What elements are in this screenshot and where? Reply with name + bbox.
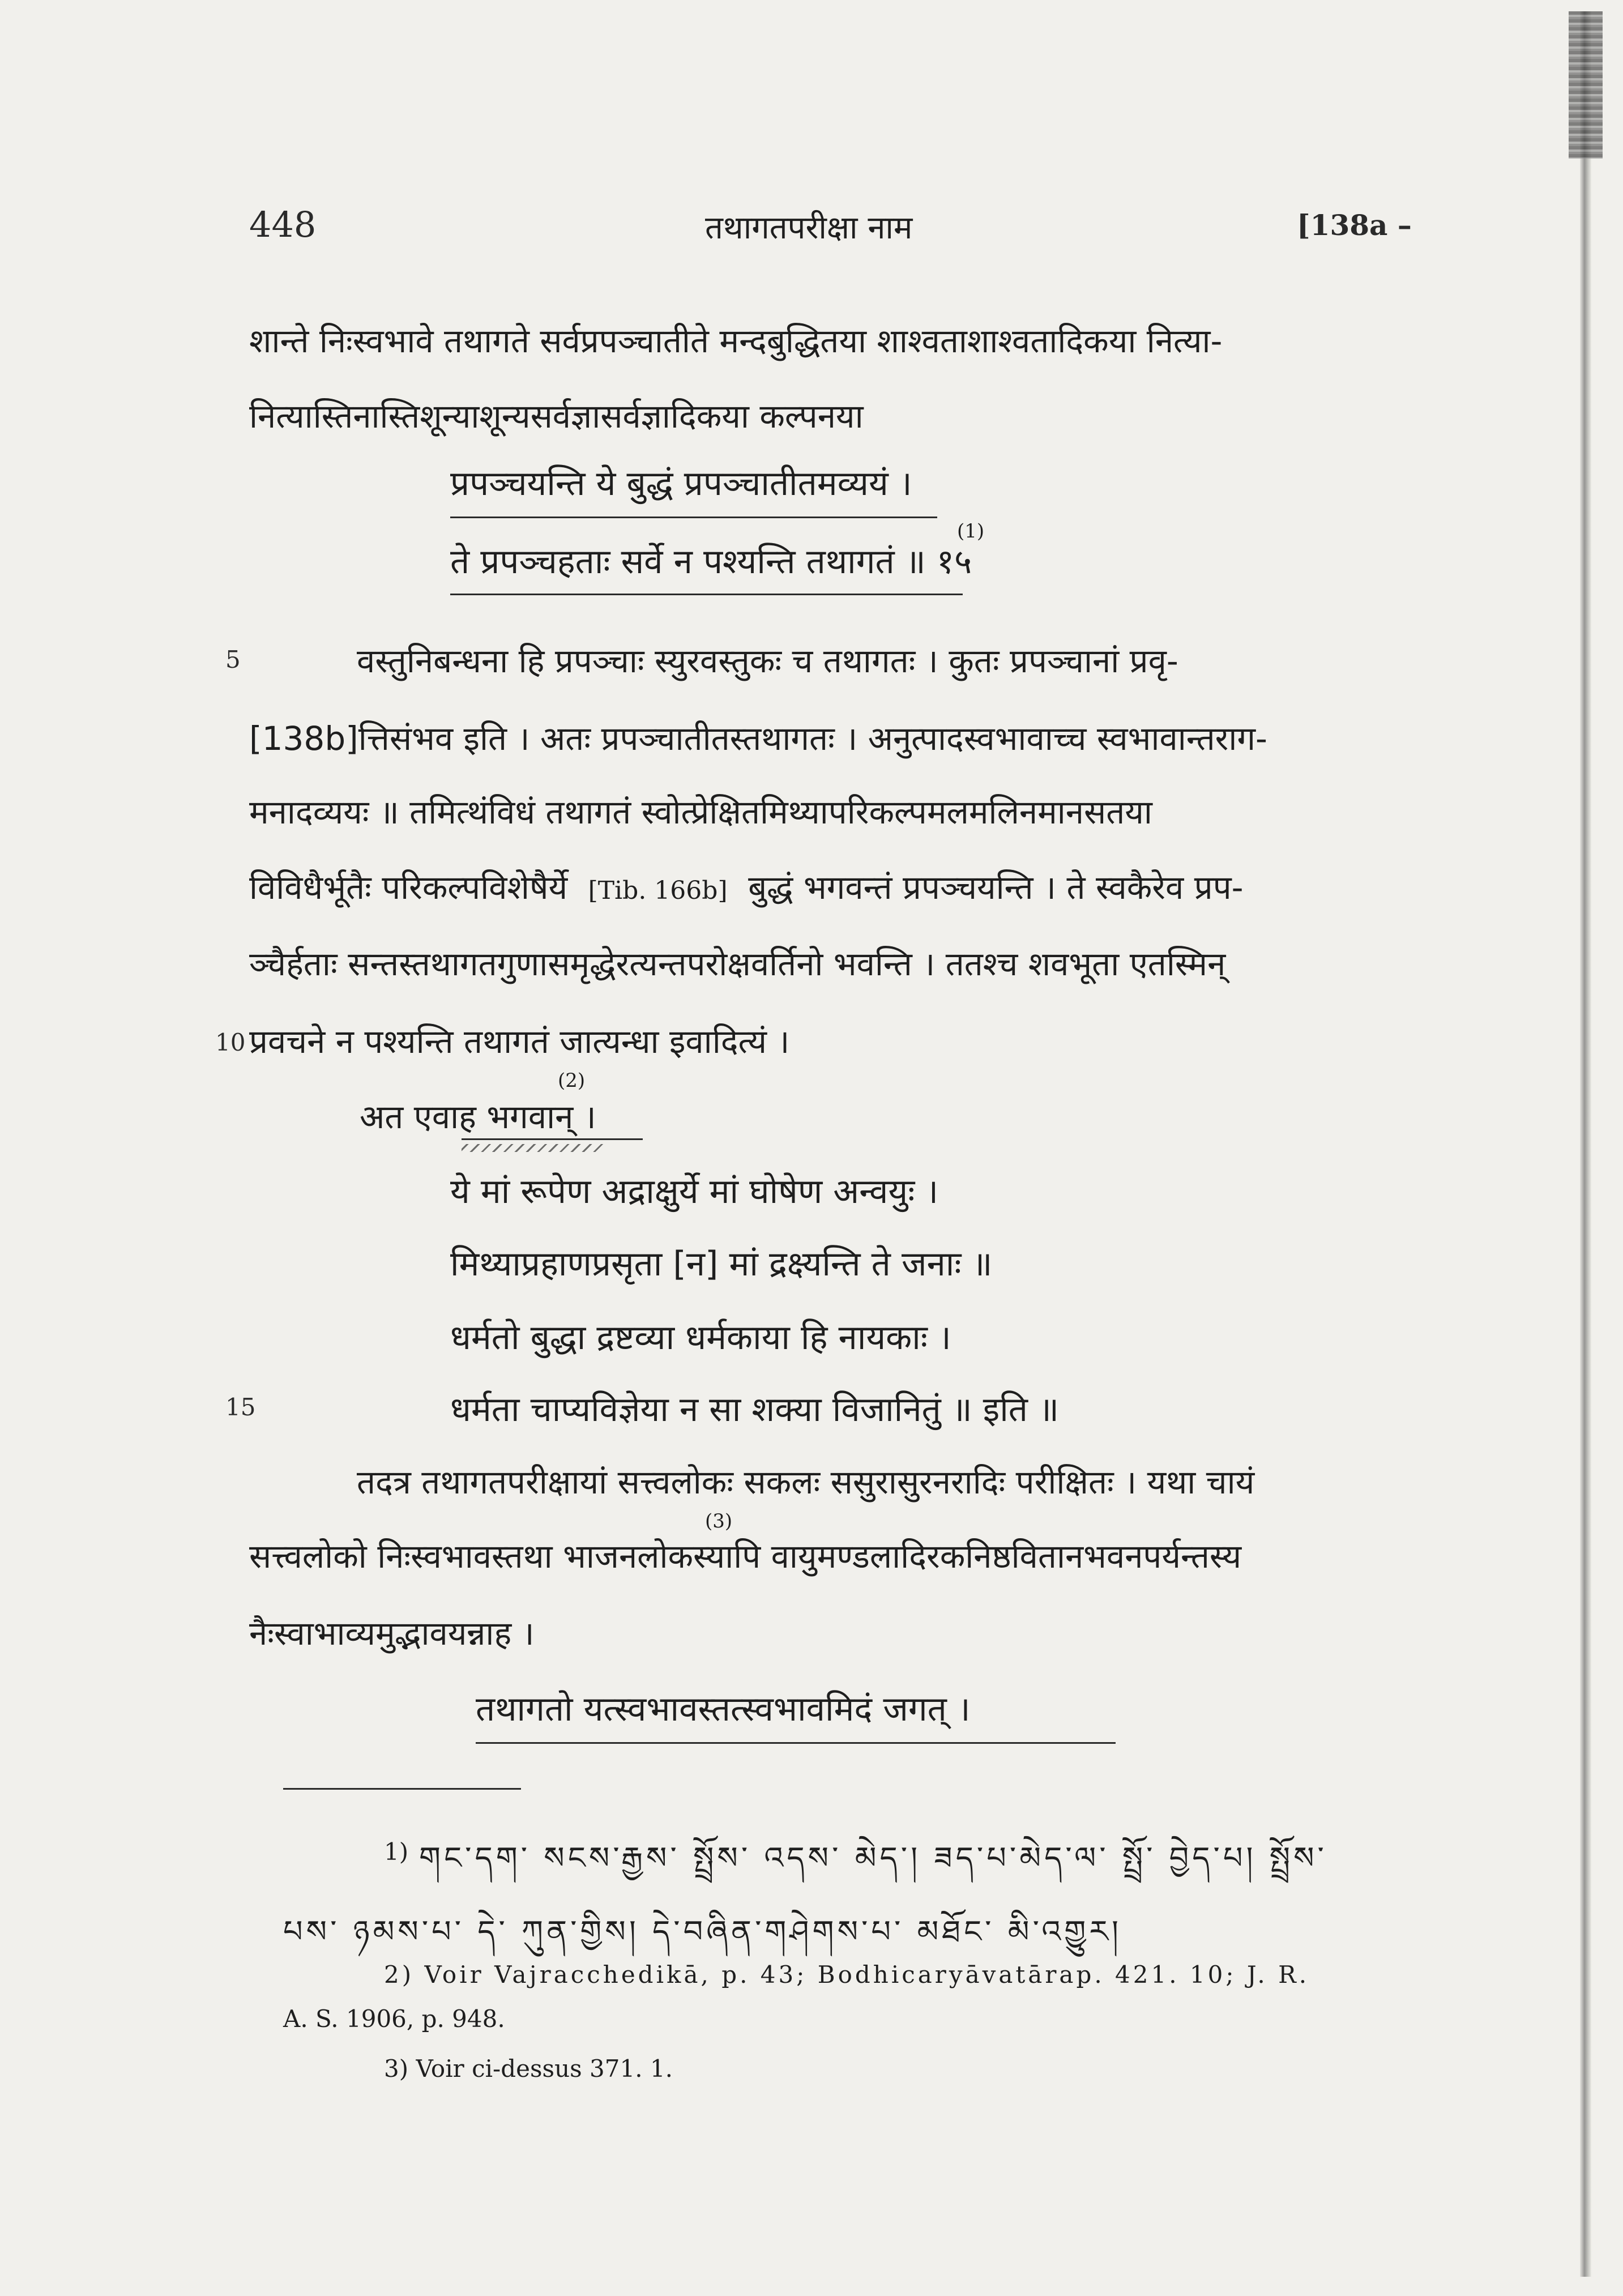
para3-wavy-underline xyxy=(462,1144,603,1152)
verse2-line1: ये मां रूपेण अद्राक्षुर्ये मां घोषेण अन्वयुः । xyxy=(450,1172,939,1211)
footnote-separator xyxy=(283,1788,521,1790)
running-title: तथागतपरीक्षा नाम xyxy=(705,210,913,246)
para4-line1: तदत्र तथागतपरीक्षायां सत्त्वलोकः सकलः ससुरासुरनरादिः परीक्षितः । यथा चायं xyxy=(357,1463,1255,1501)
folio-marker: [138a – xyxy=(1297,208,1412,242)
para1-line1: शान्ते निःस्वभावे तथागते सर्वप्रपञ्चातीते मन्दबुद्धितया शाश्वताशाश्वतादिकया नित्या- xyxy=(249,322,1223,360)
verse1-line2: ते प्रपञ्चहताः सर्वे न पश्यन्ति तथागतं ॥ १५ xyxy=(450,542,972,582)
para3-underline xyxy=(462,1138,643,1140)
verse1-rule-1 xyxy=(450,517,937,518)
page-edge-shadow xyxy=(1580,11,1591,2277)
verse2-line3: धर्मतो बुद्धा द्रष्टव्या धर्मकाया हि नायकाः । xyxy=(450,1318,951,1358)
tibetan-folio-ref: [Tib. 166b] xyxy=(588,876,728,905)
footnote3: 3) Voir ci-dessus 371. 1. xyxy=(384,2055,673,2082)
para2-line6: प्रवचने न पश्यन्ति तथागतं जात्यन्धा इवादित्यं । xyxy=(249,1022,790,1061)
page-number: 448 xyxy=(249,204,317,245)
para1-line2: नित्यास्तिनास्तिशून्याशून्यसर्वज्ञासर्वज्ञादिकया कल्पनया xyxy=(249,397,864,436)
para2-line4-a: विविधैर्भूतैः परिकल्पविशेषैर्ये xyxy=(249,868,568,907)
line-number-5: 5 xyxy=(225,646,241,673)
verse3-rule xyxy=(476,1742,1116,1744)
footnote-ref-2: (2) xyxy=(558,1069,586,1092)
verse2-line4: धर्मता चाप्यविज्ञेया न सा शक्या विजानितुं ॥ इति ॥ xyxy=(450,1390,1060,1429)
footnote-ref-3: (3) xyxy=(705,1510,733,1533)
para3-intro: अत एवाह भगवान् । xyxy=(360,1098,596,1136)
footnote1-line2: པས་ ཉམས་པ་ དེ་ ཀུན་གྱིས། དེ་བཞིན་གཤེགས་པ་ མཐོང་ མི་འགྱུར། xyxy=(283,1914,1122,1949)
line-number-10: 10 xyxy=(215,1028,246,1056)
footnote1-line1: གང་དག་ སངས་རྒྱས་ སྤྲོས་ འདས་ མེད་། ཟད་པ་མེད་ལ་ སྤྲོ་ བྱེད་པ། སྤྲོས་ xyxy=(419,1840,1327,1876)
line-number-15: 15 xyxy=(225,1393,256,1421)
footnote2-line2: A. S. 1906, p. 948. xyxy=(283,2005,505,2033)
para4-line3: नैःस्वाभाव्यमुद्भावयन्नाह । xyxy=(249,1614,535,1653)
page-edge-texture xyxy=(1569,11,1603,159)
footnote2-line1: 2) Voir Vajracchedikā, p. 43; Bodhicaryāvatārap. 421. 10; J. R. xyxy=(384,1961,1310,1988)
footnote-ref-1: (1) xyxy=(957,520,985,543)
para2-line2: [138b]त्तिसंभव इति । अतः प्रपञ्चातीतस्तथागतः । अनुत्पादस्वभावाच्च स्वभावान्तराग- xyxy=(249,719,1267,758)
verse1-line1: प्रपञ्चयन्ति ये बुद्धं प्रपञ्चातीतमव्ययं । xyxy=(450,464,912,503)
verse3-line1: तथागतो यत्स्वभावस्तत्स्वभावमिदं जगत् । xyxy=(476,1689,971,1729)
para2-line5: ञ्चैर्हताः सन्तस्तथागतगुणासमृद्धेरत्यन्तपरोक्षवर्तिनो भवन्ति । ततश्च शवभूता एतस्मिन् xyxy=(249,945,1226,983)
para2-line4-b: बुद्धं भगवन्तं प्रपञ्चयन्ति । ते स्वकैरेव प्रप- xyxy=(748,868,1244,907)
para4-line2: सत्त्वलोको निःस्वभावस्तथा भाजनलोकस्यापि वायुमण्डलादिरकनिष्ठवितानभवनपर्यन्तस्य xyxy=(249,1537,1242,1576)
footnote1-number: 1) xyxy=(384,1838,409,1866)
verse2-line2: मिथ्याप्रहाणप्रसृता [न] मां द्रक्ष्यन्ति ते जनाः ॥ xyxy=(450,1244,993,1284)
para2-line1: वस्तुनिबन्धना हि प्रपञ्चाः स्युरवस्तुकः च तथागतः । कुतः प्रपञ्चानां प्रवृ- xyxy=(357,642,1178,680)
para2-line4 xyxy=(249,864,1244,908)
verse1-rule-2 xyxy=(450,594,963,595)
para2-line3: मनादव्ययः ॥ तमित्थंविधं तथागतं स्वोत्प्रेक्षितमिथ्यापरिकल्पमलमलिनमानसतया xyxy=(249,793,1152,831)
